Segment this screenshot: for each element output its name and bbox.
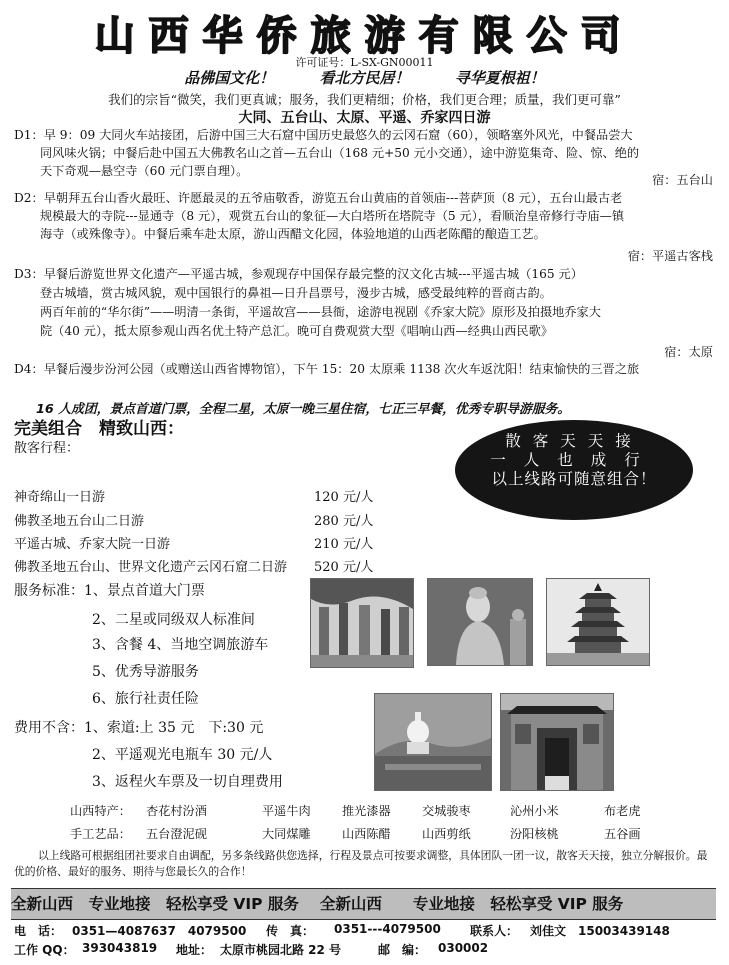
tour-row: [14, 533, 384, 552]
phone-number: 0351—4087637 4079500: [72, 924, 247, 938]
tour-price: 280 元/人: [314, 514, 374, 529]
qq-number: 393043819: [82, 941, 158, 955]
phone-label: 电 话：: [14, 924, 63, 938]
day3-line4: 院（40 元），抵太原参观山西名优土特产总汇。晚可自费观赏大型《唱响山西—经典山西民歌》: [40, 324, 553, 338]
craft-item: 五台澄泥砚: [146, 827, 207, 841]
excluded-item: 3、返程火车票及一切自理费用: [92, 774, 283, 790]
specialty-item: 杏花村汾酒: [146, 804, 207, 818]
oval-line1: 散客天天接: [505, 432, 643, 450]
tour-price: 520 元/人: [314, 560, 374, 575]
day2-line3: 海寺（或殊像寺）。中餐后乘车赴太原，游山西醋文化园，体验地道的山西老陈醋的酿造工艺。: [40, 227, 546, 241]
specialty-item: 推光漆器: [342, 804, 391, 818]
day1-line2: 同风味火锅；中餐后赴中国五大佛教名山之首—五台山（168 元+50 元小交通），途中游览集奇、险、惊、绝的: [40, 146, 640, 160]
address-label: 地址：: [176, 943, 213, 957]
specialties-label: 山西特产：: [70, 804, 131, 818]
buddha-statue-photo: [427, 578, 533, 666]
tour-name: 佛教圣地五台山、世界文化遗产云冈石窟二日游: [14, 560, 288, 575]
slogan-buddhism: 品佛国文化！: [184, 69, 275, 87]
oval-line3: 以上线路可随意组合！: [491, 470, 657, 488]
slogan-banner: 全新山西 专业地接 轻松享受 VIP 服务 全新山西 专业地接 轻松享受 VIP 服务: [11, 888, 716, 920]
crafts-label: 手工艺品：: [70, 827, 131, 841]
day2-lodging: 宿：平遥古客栈: [627, 249, 713, 263]
fax-label: 传 真：: [266, 924, 315, 938]
tour-row: [14, 486, 384, 505]
day1-line3: 天下奇观—悬空寺（60 元门票自理）。: [40, 164, 249, 178]
license-number: 许可证号：L-SX-GN00011: [295, 56, 434, 69]
service-item: 1、景点首道大门票: [84, 583, 205, 599]
day4-line1: D4：早餐后漫步汾河公园（或赠送山西省博物馆），下午 15：20 太原乘 1138 次火车返沈阳！结束愉快的三晋之旅: [14, 362, 640, 376]
specialty-item: 平遥牛肉: [262, 804, 311, 818]
slogan-roots: 寻华夏根祖！: [454, 69, 545, 87]
zip-label: 邮 编：: [378, 943, 427, 957]
craft-item: 汾阳核桃: [510, 827, 559, 841]
day2-line2: 规模最大的寺院---显通寺（8 元），观赏五台山的象征—大白塔所在塔院寺（5 元），看顺治皇帝修行寺庙—镇: [40, 209, 625, 223]
service-item: 2、二星或同级双人标准间: [92, 612, 255, 628]
craft-item: 大同煤雕: [262, 827, 311, 841]
motto: 我们的宗旨“微笑，我们更真诚；服务，我们更精细；价格，我们更合理；质量，我们更可靠”: [108, 92, 621, 107]
white-pagoda-photo: [374, 693, 492, 791]
qiao-family-courtyard-photo: [500, 693, 614, 791]
combo-title: 完美组合 精致山西：: [14, 419, 184, 439]
oval-line2: 一人也成行: [490, 451, 658, 469]
tour-row: [14, 556, 384, 575]
craft-item: 五谷画: [604, 827, 641, 841]
day3-line2: 登古城墙，赏古城风貌，观中国银行的鼻祖—日升昌票号，漫步古城，感受最纯粹的晋商古韵。: [40, 286, 552, 300]
tour-name: 佛教圣地五台山二日游: [14, 514, 145, 529]
excluded-item: 1、索道:上 35 元 下:30 元: [84, 720, 264, 736]
specialty-item: 布老虎: [604, 804, 641, 818]
service-label: 服务标准：: [14, 583, 84, 599]
craft-item: 山西剪纸: [422, 827, 471, 841]
route-title: 大同、五台山、太原、平遥、乔家四日游: [238, 110, 491, 126]
wooden-pagoda-photo: [546, 578, 650, 666]
package-features: 16 人成团，景点首道门票，全程二星，太原一晚三星住宿，七正三早餐，优秀专职导游服务。: [36, 402, 571, 417]
excluded-item: 2、平遥观光电瓶车 30 元/人: [92, 747, 273, 763]
tour-name: 平遥古城、乔家大院一日游: [14, 537, 171, 552]
contact-person: 刘佳文 15003439148: [530, 924, 670, 938]
yungang-grottoes-photo: [310, 578, 414, 668]
specialty-item: 交城骏枣: [422, 804, 471, 818]
day1-line1: D1：早 9：09 大同火车站接团，后游中国三大石窟中国历史最悠久的云冈石窟（60），领略塞外风光，中餐品尝大: [14, 128, 633, 142]
excluded-label: 费用不含：: [14, 720, 84, 736]
craft-item: 山西陈醋: [342, 827, 391, 841]
tour-name: 神奇绵山一日游: [14, 490, 106, 505]
service-item: 5、优秀导游服务: [92, 664, 199, 680]
day3-line3: 两百年前的“华尔街”——明清一条街，平遥故宫——县衙，途游电视剧《乔家大院》原形及拍摄地乔家大: [40, 305, 601, 319]
footnote: 以上线路可根据组团社要求自由调配，另多条线路供您选择，行程及景点可按要求调整，具体团队一团一议，散客天天接，独立分解报价。最优的价格、最好的服务、期待与您最长久的合作！: [14, 849, 708, 878]
fax-number: 0351---4079500: [334, 922, 441, 936]
service-item: 3、含餐 4、当地空调旅游车: [92, 637, 269, 653]
tours-label: 散客行程：: [14, 441, 80, 456]
specialty-item: 沁州小米: [510, 804, 559, 818]
day3-line1: D3：早餐后游览世界文化遗产—平遥古城，参观现存中国保存最完整的汉文化古城---平遥古城（165 元）: [14, 267, 583, 281]
slogans: [0, 67, 729, 88]
slogan-dwellings: 看北方民居！: [319, 69, 410, 87]
day3-lodging: 宿：太原: [664, 345, 713, 359]
day2-line1: D2：早朝拜五台山香火最旺、许愿最灵的五爷庙敬香，游览五台山黄庙的首领庙---菩萨顶（8 元），五台山最古老: [14, 191, 623, 205]
qq-label: 工作 QQ：: [14, 943, 75, 957]
tour-price: 210 元/人: [314, 537, 374, 552]
contact-person-label: 联系人：: [470, 924, 519, 938]
zip-code: 030002: [438, 941, 489, 955]
service-item: 6、旅行社责任险: [92, 691, 199, 707]
tour-price: 120 元/人: [314, 490, 374, 505]
address: 太原市桃园北路 22 号: [220, 943, 342, 957]
day1-lodging: 宿：五台山: [652, 173, 713, 187]
tour-row: [14, 510, 384, 529]
company-title: 山西华侨旅游有限公司: [94, 13, 635, 59]
daily-departure-oval: [455, 420, 693, 520]
